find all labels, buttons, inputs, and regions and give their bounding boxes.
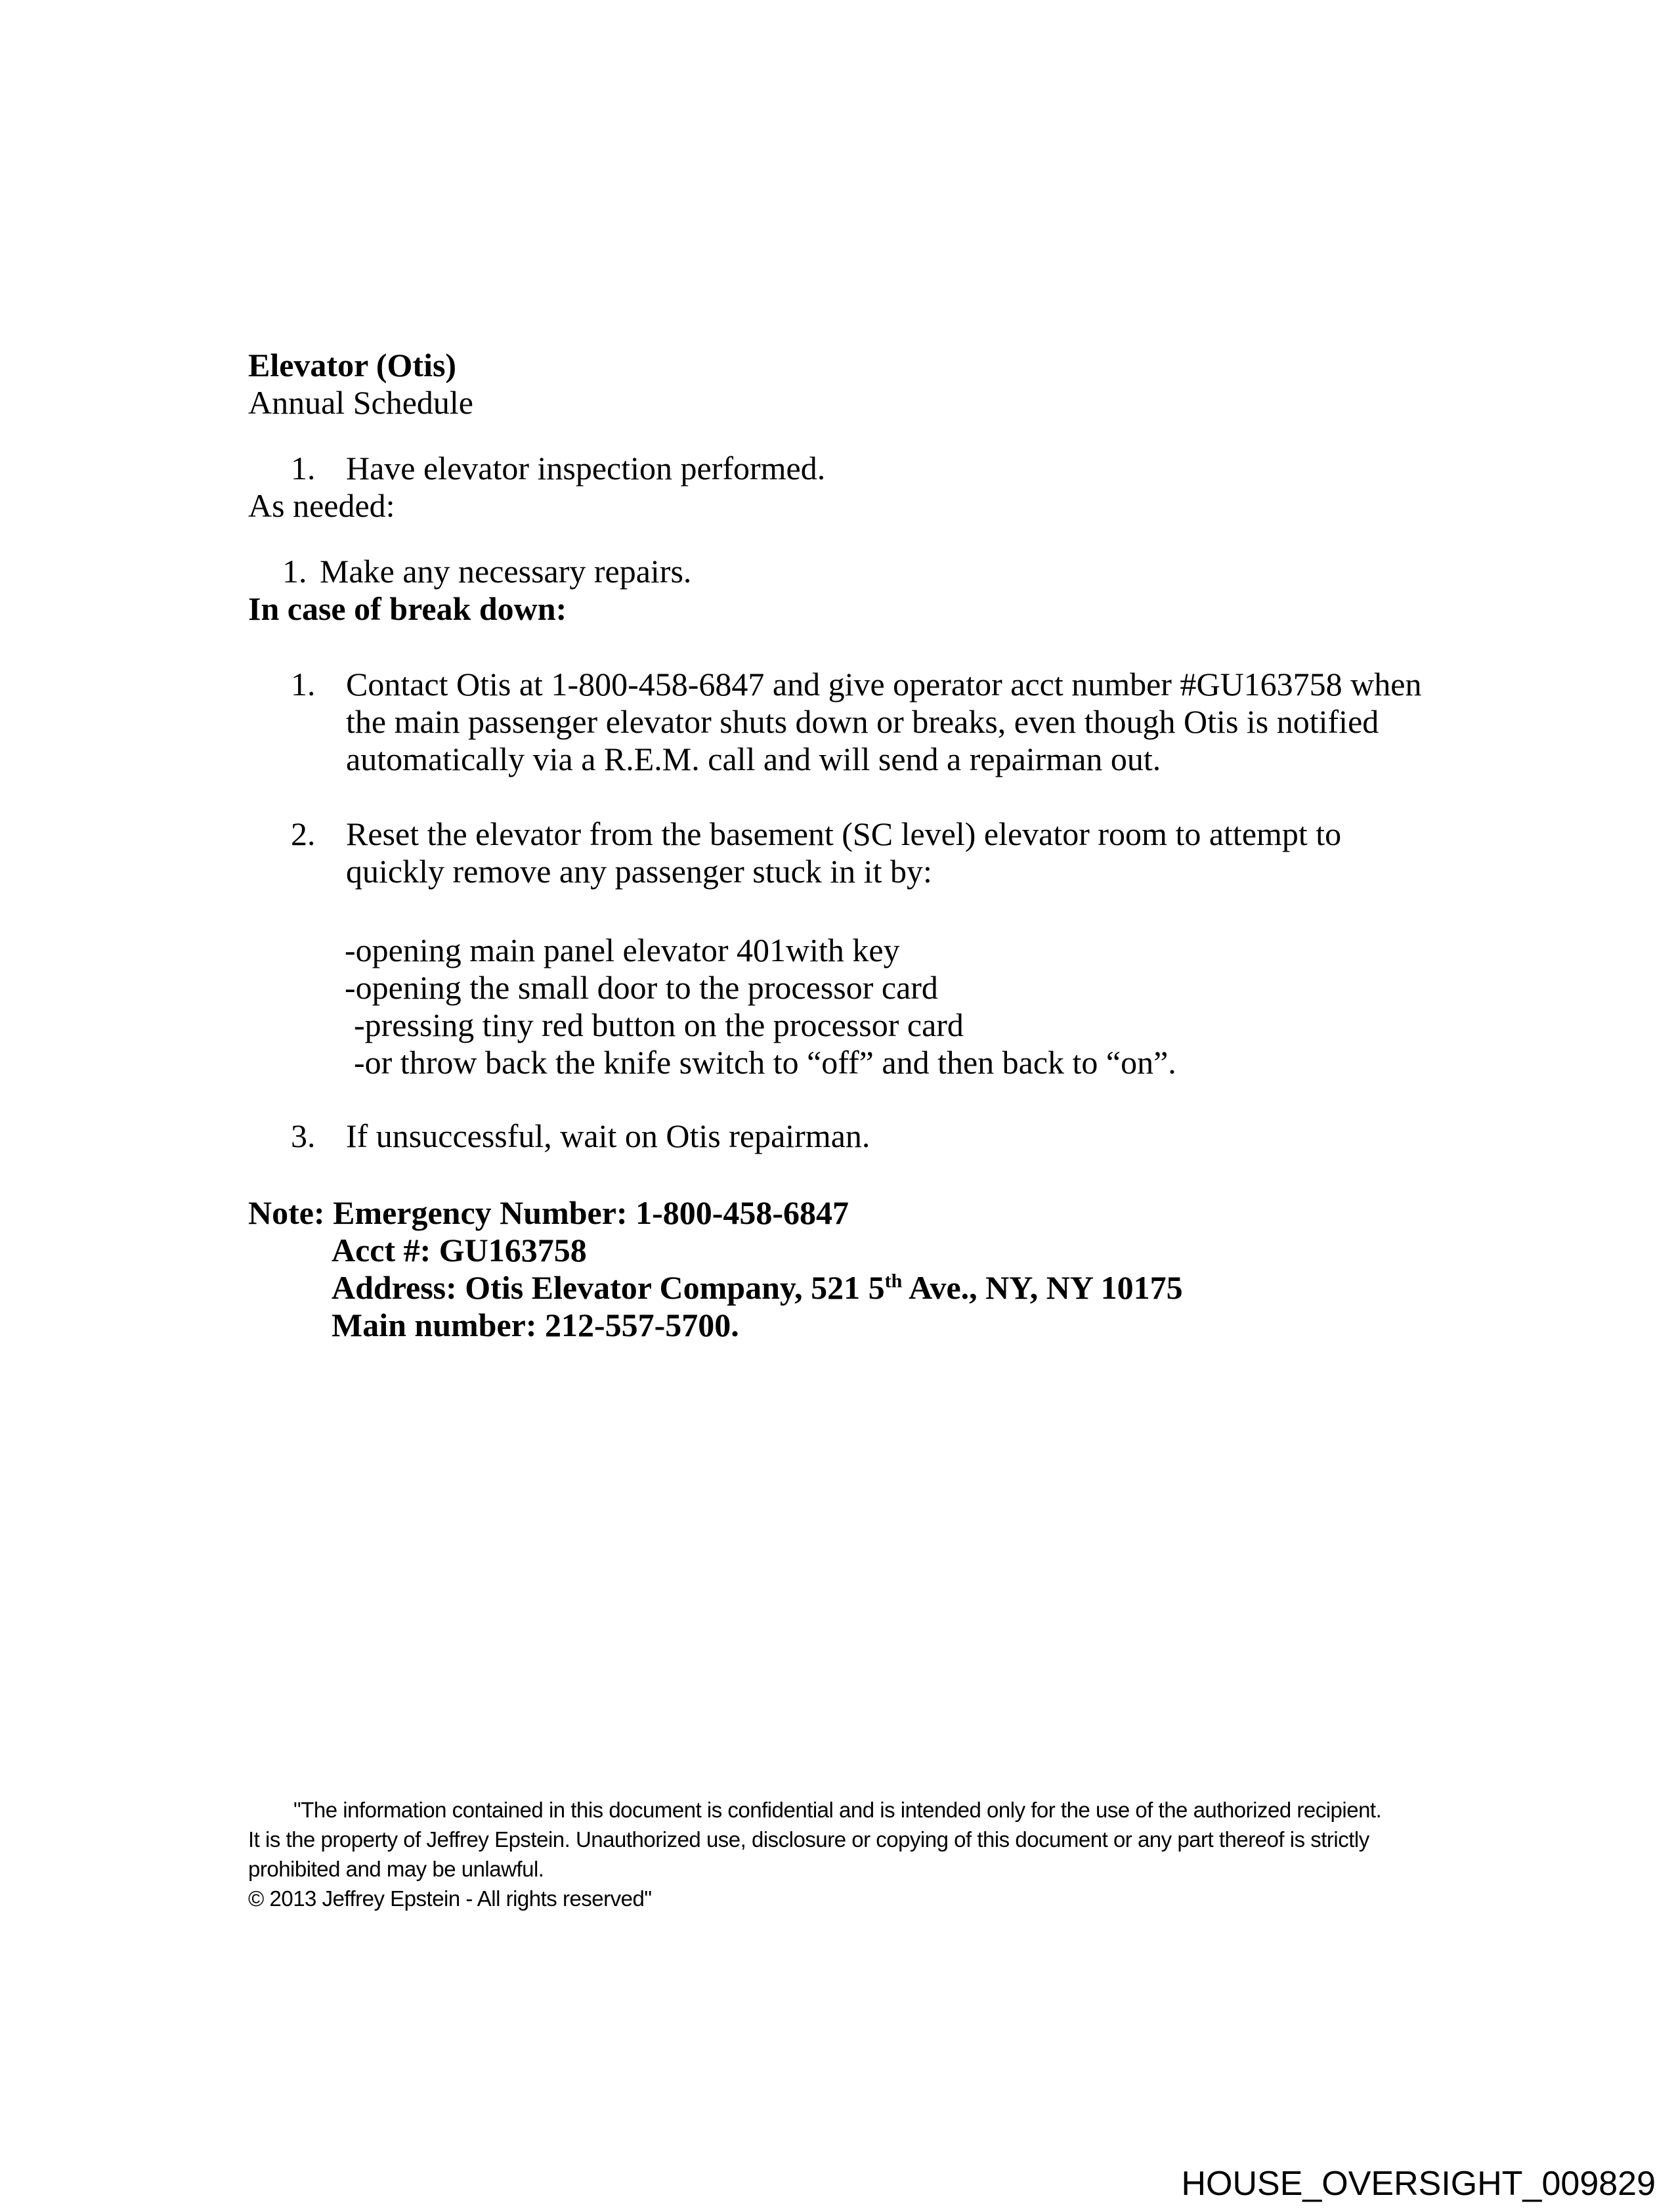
address-ordinal-superscript: th (884, 1270, 903, 1292)
breakdown-item-3 (291, 1117, 1635, 1155)
disclaimer-line: It is the property of Jeffrey Epstein. Unauthorized use, disclosure or copying of this document or any part thereof is strictly (248, 1827, 1369, 1852)
annual-schedule-heading: Annual Schedule (248, 384, 473, 421)
address-suffix: Ave., NY, NY 10175 (902, 1269, 1183, 1306)
note-line-emergency-number: Note: Emergency Number: 1-800-458-6847 (248, 1194, 849, 1231)
text-line: Reset the elevator from the basement (SC level) elevator room to attempt to (346, 815, 1342, 852)
address-prefix: Address: Otis Elevator Company, 521 5 (332, 1269, 885, 1306)
list-item-number: 1. (282, 553, 307, 590)
list-item-number: 1. (291, 666, 316, 703)
breakdown-item-1 (291, 666, 1635, 778)
note-line-main-number: Main number: 212-557-5700. (332, 1307, 739, 1343)
substep-line: -pressing tiny red button on the processor card (354, 1007, 964, 1043)
text-line: the main passenger elevator shuts down or breaks, even though Otis is notified (346, 703, 1379, 740)
breakdown-heading: In case of break down: (248, 590, 567, 627)
copyright-line: © 2013 Jeffrey Epstein - All rights reserved" (248, 1886, 652, 1911)
breakdown-substeps (345, 932, 1635, 1081)
list-item-number: 1. (291, 450, 316, 487)
note-block (248, 1194, 1635, 1344)
substep-line: -opening the small door to the processor card (345, 969, 938, 1006)
list-item-text (346, 666, 1421, 778)
text-line: Contact Otis at 1-800-458-6847 and give operator acct number #GU163758 when (346, 666, 1422, 703)
document-title: Elevator (Otis) (248, 347, 457, 383)
annual-schedule-item (291, 450, 1635, 487)
list-item-text: Have elevator inspection performed. (346, 450, 826, 487)
disclaimer-line: "The information contained in this document is confidential and is intended only for the use of the authorized recipient. (293, 1798, 1382, 1822)
list-item-number: 3. (291, 1117, 316, 1154)
as-needed-heading: As needed: (248, 487, 395, 524)
list-item-number: 2. (291, 815, 316, 852)
list-item-text: If unsuccessful, wait on Otis repairman. (346, 1117, 870, 1154)
substep-line: -or throw back the knife switch to “off” and then back to “on”. (354, 1044, 1176, 1081)
as-needed-item (282, 553, 1635, 590)
list-item-text (346, 815, 1341, 890)
text-line: quickly remove any passenger stuck in it by: (346, 853, 932, 890)
breakdown-item-2 (291, 815, 1635, 890)
list-item-text: Make any necessary repairs. (320, 553, 692, 590)
text-line: automatically via a R.E.M. call and will send a repairman out. (346, 741, 1161, 777)
bates-number: HOUSE_OVERSIGHT_009829 (1181, 2165, 1656, 2203)
disclaimer-line: prohibited and may be unlawful. (248, 1857, 544, 1881)
note-line-address (248, 1269, 1635, 1307)
substep-line: -opening main panel elevator 401with key (345, 932, 900, 968)
note-line-account-number: Acct #: GU163758 (332, 1232, 587, 1269)
confidentiality-disclaimer (248, 1795, 1635, 1884)
